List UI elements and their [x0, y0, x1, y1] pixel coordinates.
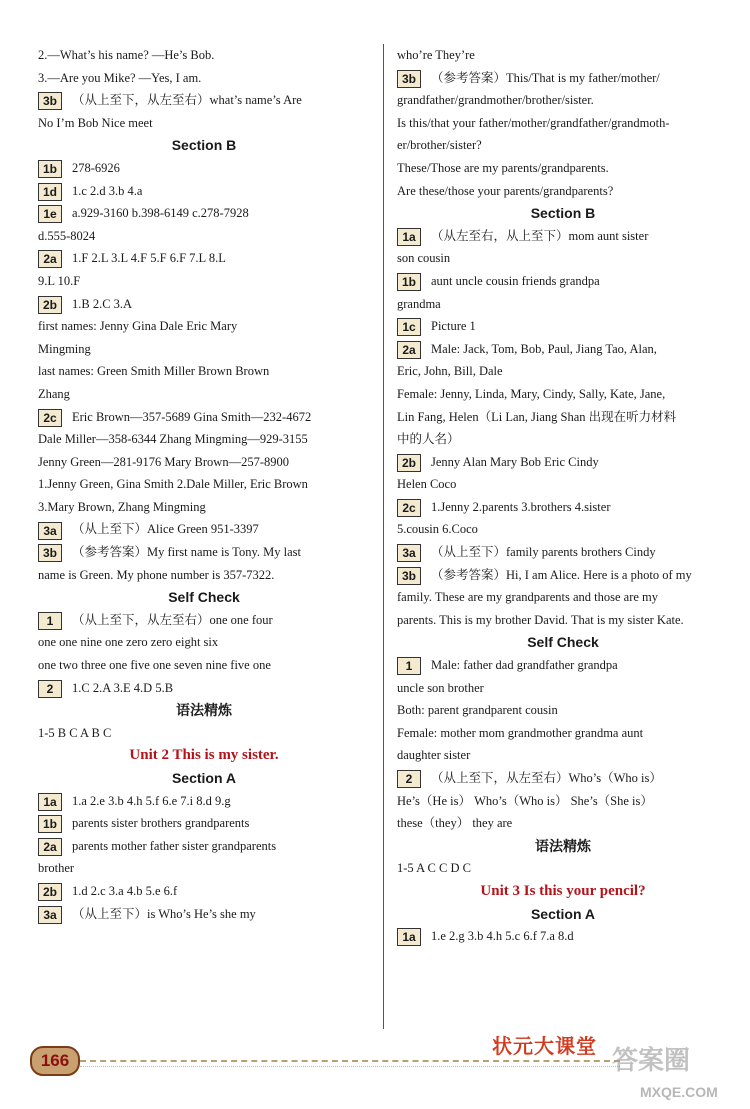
- line-text: parents. This is my brother David. That is my sister Kate.: [397, 612, 684, 627]
- answer-line: [397, 699, 729, 722]
- line-text: son cousin: [397, 251, 451, 266]
- answer-line: [397, 790, 729, 813]
- answer-line: [38, 903, 370, 926]
- line-text: a.929-3160 b.398-6149 c.278-7928: [72, 206, 249, 221]
- line-text: Mingming: [38, 341, 91, 356]
- line-text: Self Check: [527, 634, 599, 651]
- exercise-tag: 1a: [38, 793, 62, 811]
- section-heading: [397, 631, 729, 654]
- left-column: [38, 44, 370, 925]
- line-text: 1.Jenny Green, Gina Smith 2.Dale Miller, Eric Brown: [38, 477, 308, 492]
- exercise-tag: 2b: [397, 454, 421, 472]
- answer-line: [38, 722, 370, 745]
- line-text: 1.B 2.C 3.A: [72, 296, 133, 311]
- line-text: （从上至下）family parents brothers Cindy: [431, 545, 656, 560]
- answer-line: [38, 225, 370, 248]
- line-text: aunt uncle cousin friends grandpa: [431, 273, 600, 288]
- answer-line: [397, 473, 729, 496]
- answer-line: [397, 609, 729, 632]
- exercise-tag: 3b: [397, 70, 421, 88]
- line-text: 3.—Are you Mike? —Yes, I am.: [38, 70, 202, 85]
- exercise-tag: 3b: [397, 567, 421, 585]
- line-text: Are these/those your parents/grandparents?: [397, 183, 614, 198]
- line-text: one two three one five one seven nine five one: [38, 658, 271, 673]
- exercise-tag: 2c: [38, 409, 62, 427]
- answer-line: [38, 564, 370, 587]
- answer-line: [38, 202, 370, 225]
- line-text: 1.C 2.A 3.E 4.D 5.B: [72, 680, 174, 695]
- exercise-tag: 3b: [38, 92, 62, 110]
- exercise-tag: 3a: [38, 522, 62, 540]
- line-text: Section B: [171, 137, 237, 154]
- answer-line: [38, 383, 370, 406]
- watermark: 答案圈: [612, 1046, 691, 1076]
- exercise-tag: 1: [38, 612, 62, 630]
- section-heading: [38, 699, 370, 722]
- answer-line: [38, 609, 370, 632]
- line-text: er/brother/sister?: [397, 138, 482, 153]
- line-text: 278-6926: [72, 160, 120, 175]
- answer-line: [397, 518, 729, 541]
- line-text: 1.e 2.g 3.b 4.h 5.c 6.f 7.a 8.d: [431, 929, 574, 944]
- answer-line: [38, 631, 370, 654]
- answer-line: [38, 315, 370, 338]
- line-text: family. These are my grandparents and those are my: [397, 590, 659, 605]
- line-text: one one nine one zero zero eight six: [38, 635, 219, 650]
- exercise-tag: 3a: [38, 906, 62, 924]
- line-text: name is Green. My phone number is 357-7322.: [38, 567, 275, 582]
- line-text: Dale Miller—358-6344 Zhang Mingming—929-3155: [38, 432, 308, 447]
- exercise-tag: 2c: [397, 499, 421, 517]
- column-divider: [383, 44, 384, 1029]
- answer-line: [38, 157, 370, 180]
- line-text: these（they） they are: [397, 816, 513, 831]
- line-text: Female: mother mom grandmother grandma aunt: [397, 725, 644, 740]
- answer-line: [38, 473, 370, 496]
- answer-line: [397, 586, 729, 609]
- right-column: [397, 44, 729, 948]
- exercise-tag: 2b: [38, 883, 62, 901]
- section-heading: [397, 835, 729, 858]
- answer-line: [38, 496, 370, 519]
- answer-line: [397, 496, 729, 519]
- line-text: daughter sister: [397, 748, 471, 763]
- line-text: grandfather/grandmother/brother/sister.: [397, 93, 594, 108]
- exercise-tag: 2a: [38, 838, 62, 856]
- line-text: （参考答案）This/That is my father/mother/: [431, 70, 660, 85]
- answer-line: [397, 112, 729, 135]
- brand-logo: 状元大课堂: [492, 1034, 597, 1058]
- answer-line: [38, 880, 370, 903]
- answer-line: [397, 67, 729, 90]
- answer-line: [38, 293, 370, 316]
- line-text: Unit 2 This is my sister.: [129, 747, 279, 764]
- answer-line: [38, 247, 370, 270]
- answer-line: [38, 270, 370, 293]
- answer-line: [38, 541, 370, 564]
- line-text: 1.a 2.e 3.b 4.h 5.f 6.e 7.i 8.d 9.g: [72, 793, 231, 808]
- answer-line: [397, 677, 729, 700]
- exercise-tag: 1d: [38, 183, 62, 201]
- line-text: Self Check: [168, 589, 240, 606]
- exercise-tag: 2: [397, 770, 421, 788]
- line-text: （从上至下）Alice Green 951-3397: [72, 522, 259, 537]
- section-heading: [397, 202, 729, 225]
- answer-line: [38, 44, 370, 67]
- line-text: 1.F 2.L 3.L 4.F 5.F 6.F 7.L 8.L: [72, 251, 226, 266]
- line-text: 5.cousin 6.Coco: [397, 522, 478, 537]
- section-heading: [38, 586, 370, 609]
- line-text: （从上至下，从左至右）one one four: [72, 612, 273, 627]
- answer-line: [38, 406, 370, 429]
- answer-line: [38, 857, 370, 880]
- line-text: 1-5 B C A B C: [38, 725, 112, 740]
- line-text: 9.L 10.F: [38, 273, 81, 288]
- answer-line: [397, 247, 729, 270]
- page-number: 166: [30, 1046, 80, 1076]
- answer-line: [38, 835, 370, 858]
- exercise-tag: 1b: [397, 273, 421, 291]
- answer-line: [397, 744, 729, 767]
- answer-line: [397, 338, 729, 361]
- line-text: （从上至下，从左至右）Who’s（Who is）: [431, 771, 662, 785]
- section-heading: [38, 767, 370, 790]
- answer-line: [397, 383, 729, 406]
- section-heading: [38, 134, 370, 157]
- exercise-tag: 3b: [38, 544, 62, 562]
- line-text: No I’m Bob Nice meet: [38, 115, 153, 130]
- unit-title: [397, 880, 729, 903]
- answer-line: [397, 270, 729, 293]
- answer-line: [38, 654, 370, 677]
- answer-line: [38, 451, 370, 474]
- line-text: parents mother father sister grandparents: [72, 838, 277, 853]
- exercise-tag: 1b: [38, 815, 62, 833]
- line-text: 1.Jenny 2.parents 3.brothers 4.sister: [431, 499, 611, 514]
- line-text: brother: [38, 861, 75, 876]
- line-text: （从左至右，从上至下）mom aunt sister: [431, 228, 649, 243]
- line-text: Is this/that your father/mother/grandfather/grandmoth-: [397, 115, 670, 130]
- exercise-tag: 1c: [397, 318, 421, 336]
- answer-line: [38, 360, 370, 383]
- answer-line: [397, 767, 729, 790]
- answer-line: [397, 315, 729, 338]
- answer-line: [397, 654, 729, 677]
- line-text: Jenny Alan Mary Bob Eric Cindy: [431, 454, 599, 469]
- answer-line: [397, 925, 729, 948]
- line-text: Section B: [530, 205, 596, 222]
- answer-line: [38, 790, 370, 813]
- exercise-tag: 1a: [397, 228, 421, 246]
- line-text: 2.—What’s his name? —He’s Bob.: [38, 48, 215, 62]
- answer-line: [397, 180, 729, 203]
- exercise-tag: 2b: [38, 296, 62, 314]
- answer-line: [397, 812, 729, 835]
- answer-line: [38, 112, 370, 135]
- exercise-tag: 1: [397, 657, 421, 675]
- answer-line: [397, 564, 729, 587]
- watermark-url: MXQE.COM: [640, 1084, 718, 1100]
- line-text: Section A: [530, 905, 596, 922]
- unit-title: [38, 744, 370, 767]
- line-text: Male: father dad grandfather grandpa: [431, 658, 618, 673]
- line-text: These/Those are my parents/grandparents.: [397, 160, 609, 175]
- line-text: first names: Jenny Gina Dale Eric Mary: [38, 319, 238, 334]
- answer-line: [38, 180, 370, 203]
- exercise-tag: 1b: [38, 160, 62, 178]
- line-text: Male: Jack, Tom, Bob, Paul, Jiang Tao, Alan,: [431, 341, 657, 356]
- line-text: 1-5 A C C D C: [397, 861, 471, 876]
- line-text: 语法精炼: [176, 702, 232, 719]
- line-text: uncle son brother: [397, 680, 484, 695]
- answer-line: [397, 225, 729, 248]
- line-text: Eric Brown—357-5689 Gina Smith—232-4672: [72, 409, 312, 424]
- answer-line: [397, 293, 729, 316]
- answer-line: [38, 89, 370, 112]
- answer-line: [397, 428, 729, 451]
- answer-line: [38, 677, 370, 700]
- line-text: 中的人名）: [397, 432, 460, 447]
- line-text: 1.c 2.d 3.b 4.a: [72, 183, 143, 198]
- line-text: Zhang: [38, 386, 70, 401]
- line-text: （参考答案）Hi, I am Alice. Here is a photo of my: [431, 567, 692, 582]
- line-text: 1.d 2.c 3.a 4.b 5.e 6.f: [72, 883, 178, 898]
- answer-line: [397, 134, 729, 157]
- exercise-tag: 2a: [38, 250, 62, 268]
- answer-line: [397, 157, 729, 180]
- line-text: last names: Green Smith Miller Brown Brown: [38, 364, 270, 379]
- line-text: 3.Mary Brown, Zhang Mingming: [38, 499, 206, 514]
- line-text: parents sister brothers grandparents: [72, 816, 250, 831]
- exercise-tag: 2: [38, 680, 62, 698]
- exercise-tag: 2a: [397, 341, 421, 359]
- answer-line: [397, 857, 729, 880]
- answer-line: [38, 338, 370, 361]
- line-text: Female: Jenny, Linda, Mary, Cindy, Sally, Kate, Jane,: [397, 386, 666, 401]
- line-text: Section A: [171, 770, 237, 786]
- line-text: Jenny Green—281-9176 Mary Brown—257-8900: [38, 454, 290, 469]
- exercise-tag: 1e: [38, 205, 62, 223]
- answer-line: [397, 451, 729, 474]
- line-text: Both: parent grandparent cousin: [397, 703, 558, 718]
- answer-line: [397, 406, 729, 429]
- answer-line: [397, 44, 729, 67]
- answer-line: [38, 67, 370, 90]
- exercise-tag: 1a: [397, 928, 421, 946]
- line-text: （参考答案）My first name is Tony. My last: [72, 545, 301, 560]
- footer-dashed-line: [80, 1060, 620, 1062]
- line-text: d.555-8024: [38, 228, 96, 243]
- line-text: Eric, John, Bill, Dale: [397, 364, 503, 379]
- answer-line: [397, 722, 729, 745]
- line-text: （从上至下，从左至右）what’s name’s Are: [72, 93, 302, 108]
- line-text: Helen Coco: [397, 477, 457, 492]
- answer-line: [397, 360, 729, 383]
- answer-line: [38, 428, 370, 451]
- line-text: Unit 3 Is this your pencil?: [480, 882, 646, 899]
- line-text: He’s（He is） Who’s（Who is） She’s（She is）: [397, 793, 653, 808]
- line-text: Lin Fang, Helen（Li Lan, Jiang Shan 出现在听力材料: [397, 409, 677, 424]
- exercise-tag: 3a: [397, 544, 421, 562]
- section-heading: [397, 903, 729, 926]
- line-text: grandma: [397, 296, 441, 311]
- answer-line: [38, 518, 370, 541]
- answer-line: [38, 812, 370, 835]
- line-text: （从上至下）is Who’s He’s she my: [72, 906, 256, 921]
- line-text: who’re They’re: [397, 48, 475, 62]
- answer-line: [397, 89, 729, 112]
- answer-line: [397, 541, 729, 564]
- line-text: Picture 1: [431, 319, 476, 334]
- line-text: 语法精炼: [535, 837, 591, 854]
- footer-dotted-line: [80, 1066, 620, 1067]
